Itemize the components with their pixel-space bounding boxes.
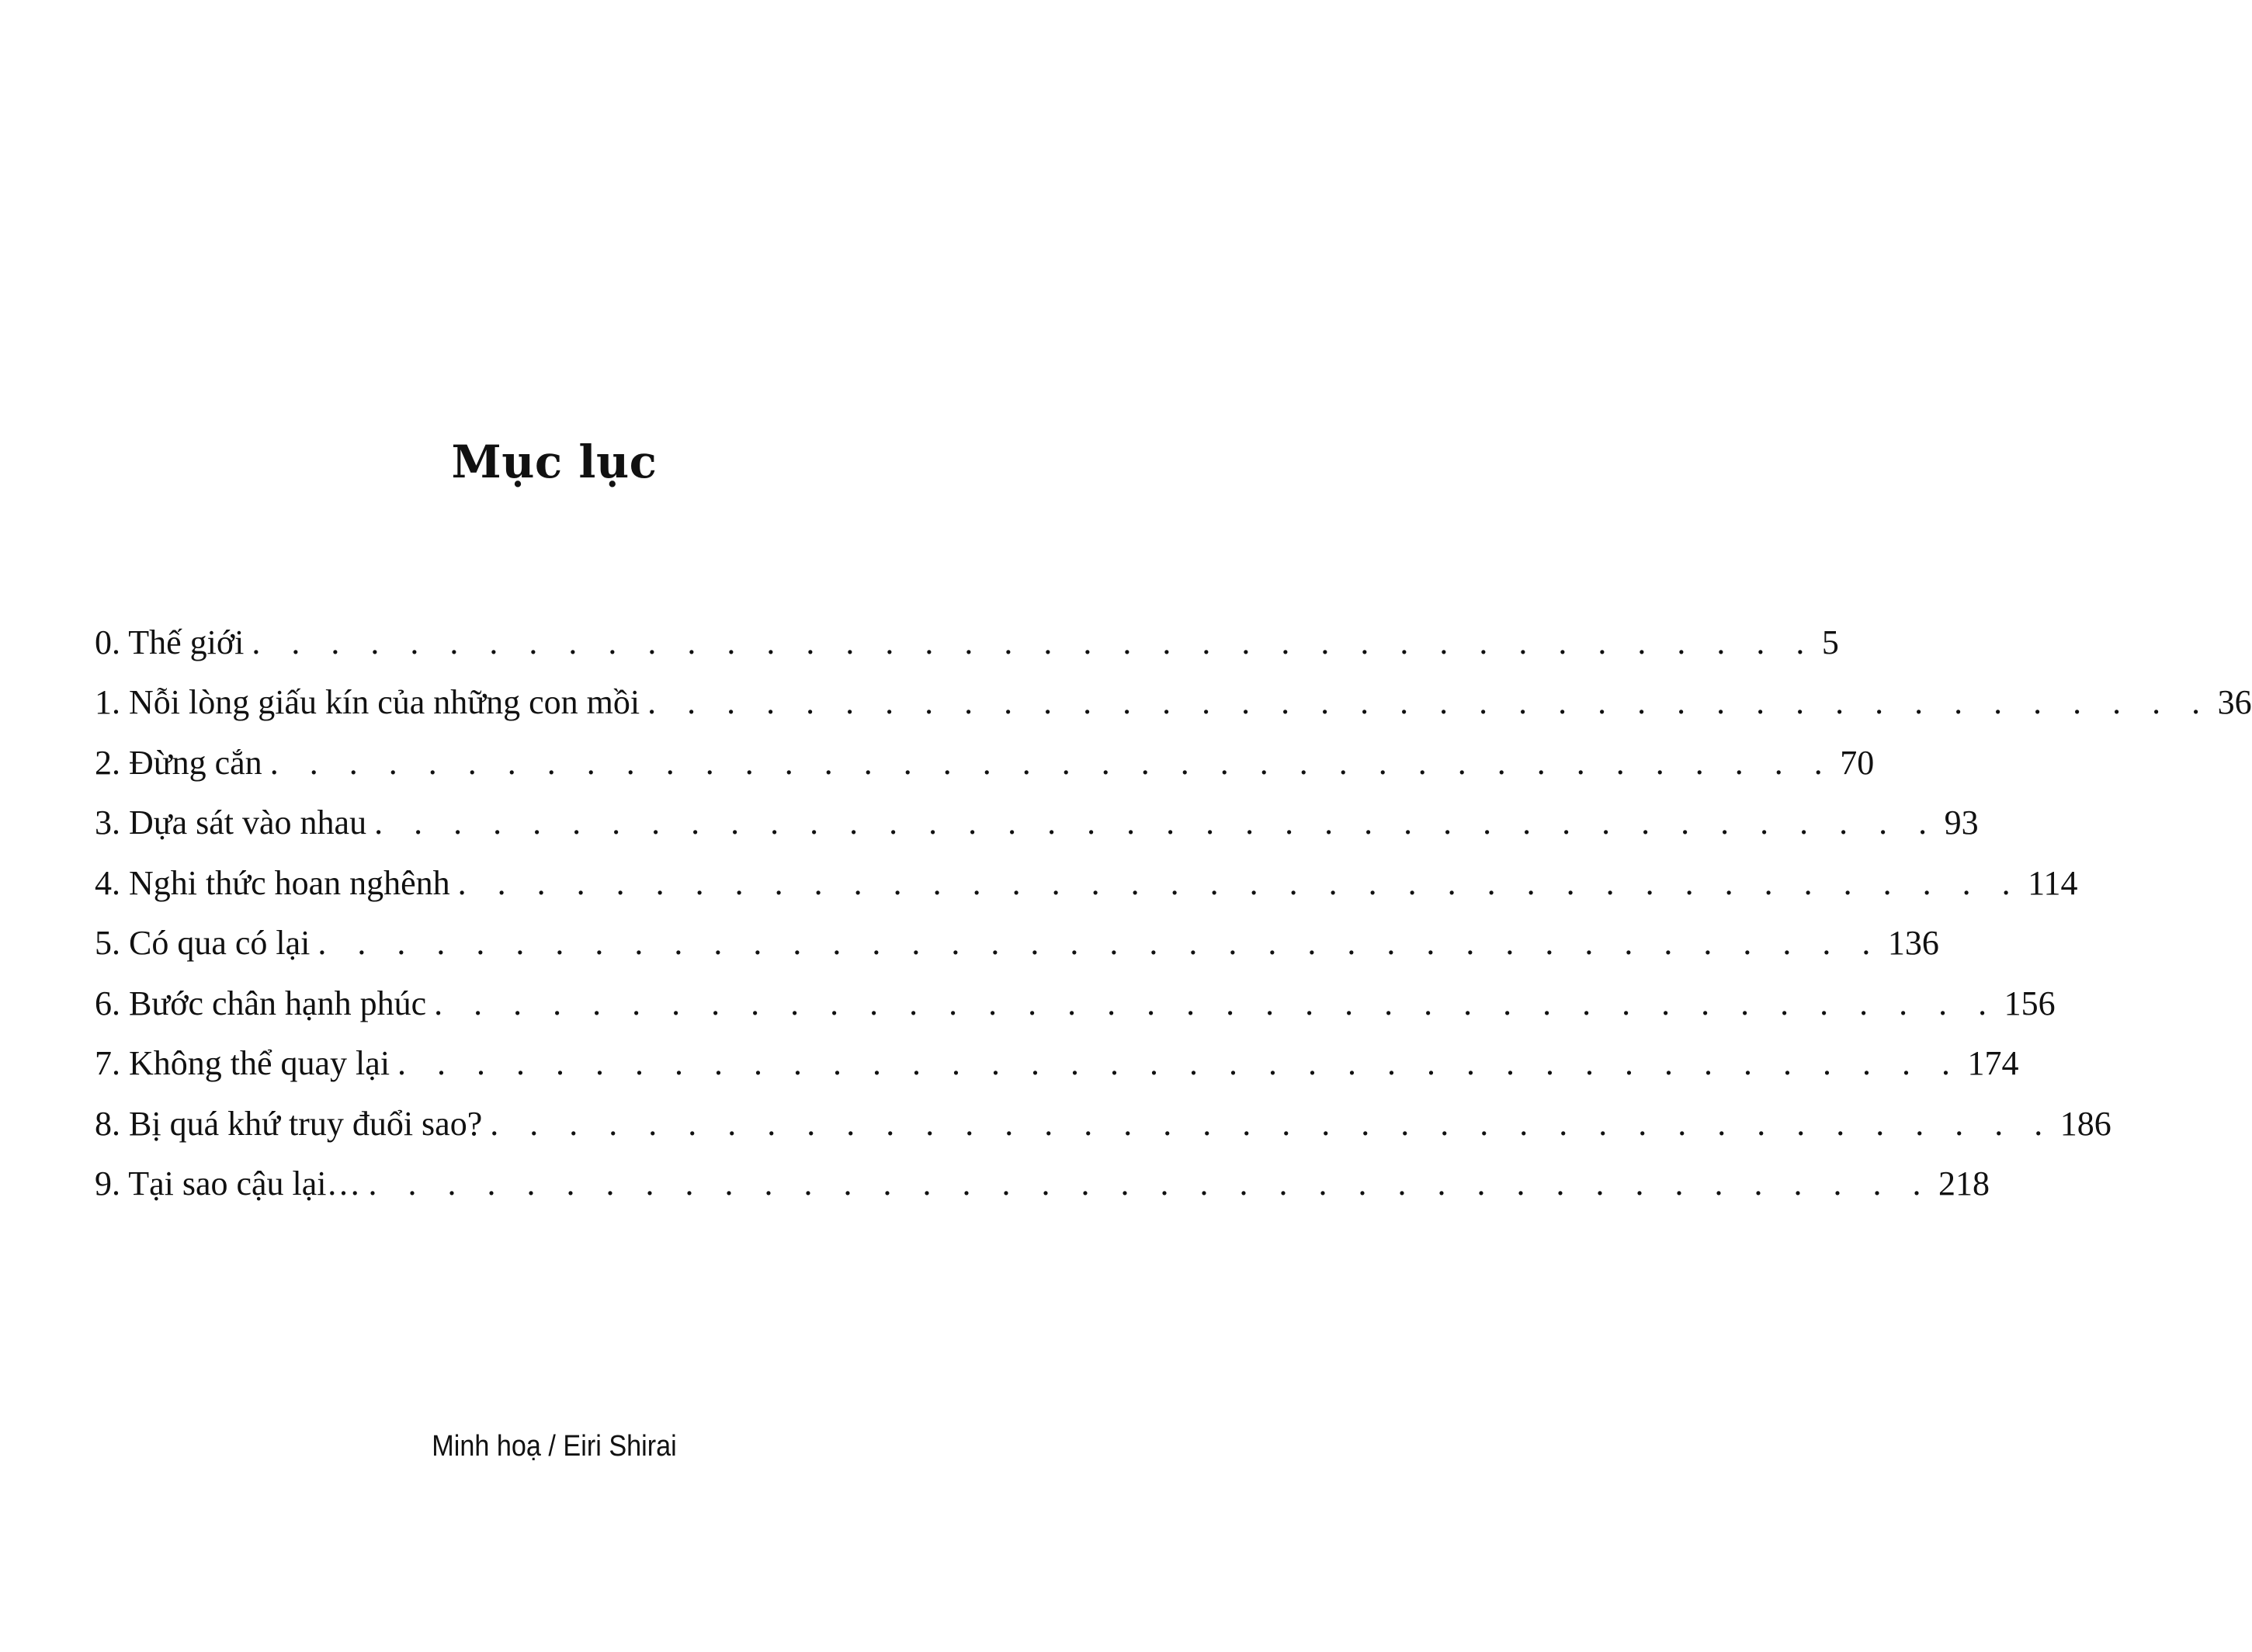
toc-dot-leader: . . . . . . . . . . . . . . . . . . . . . . . . . . . . . . . . . . . . . . . . — [374, 803, 1938, 842]
toc-entry-title: 7. Không thể quay lại — [95, 1044, 390, 1082]
toc-entry — [95, 907, 1939, 967]
toc-dot-leader: . . . . . . . . . . . . . . . . . . . . . . . . . . . . . . . . . . . . . . . . — [252, 623, 1816, 661]
toc-entry-page-number: 5 — [1821, 623, 1839, 661]
toc-dot-leader: . . . . . . . . . . . . . . . . . . . . . . . . . . . . . . . . . . . . . . . . — [647, 683, 2212, 721]
toc-entry-title: 2. Đừng cắn — [95, 743, 262, 782]
toc-entry — [95, 1087, 2111, 1147]
toc-entry-page-number: 70 — [1840, 743, 1875, 782]
toc-dot-leader: . . . . . . . . . . . . . . . . . . . . . . . . . . . . . . . . . . . . . . . . — [269, 743, 1834, 782]
page-title: Mục lục — [451, 436, 658, 488]
toc-entry-page-number: 218 — [1938, 1164, 1990, 1203]
toc-entry — [95, 846, 2078, 907]
toc-entry-page-number: 156 — [2004, 984, 2056, 1022]
toc-entry-page-number: 136 — [1887, 924, 1939, 962]
toc-dot-leader: . . . . . . . . . . . . . . . . . . . . . . . . . . . . . . . . . . . . . . . . — [457, 863, 2022, 902]
illustrator-credit: Minh hoạ / Eiri Shirai — [432, 1430, 677, 1463]
toc-entry-page-number: 114 — [2028, 863, 2078, 902]
toc-entry-title: 0. Thế giới — [95, 623, 245, 661]
toc-entry-page-number: 186 — [2059, 1104, 2111, 1143]
toc-entry-title: 1. Nỗi lòng giấu kín của những con mồi — [95, 683, 640, 721]
toc-entry — [95, 1147, 1990, 1208]
table-of-contents — [95, 606, 2252, 1207]
toc-entry-title: 3. Dựa sát vào nhau — [95, 803, 367, 842]
toc-entry — [95, 606, 1839, 666]
toc-entry — [95, 1027, 2019, 1088]
toc-entry-title: 4. Nghi thức hoan nghênh — [95, 863, 450, 902]
toc-entry — [95, 967, 2056, 1027]
toc-entry-title: 8. Bị quá khứ truy đuổi sao? — [95, 1104, 483, 1143]
toc-dot-leader: . . . . . . . . . . . . . . . . . . . . . . . . . . . . . . . . . . . . . . . . — [434, 984, 1998, 1022]
toc-entry-title: 9. Tại sao cậu lại… — [95, 1164, 361, 1203]
toc-dot-leader: . . . . . . . . . . . . . . . . . . . . . . . . . . . . . . . . . . . . . . . . — [490, 1104, 2054, 1143]
toc-entry-title: 6. Bước chân hạnh phúc — [95, 984, 427, 1022]
toc-entry — [95, 726, 1875, 786]
toc-entry-page-number: 174 — [1967, 1044, 2019, 1082]
toc-entry — [95, 786, 1979, 847]
toc-entry-title: 5. Có qua có lại — [95, 924, 311, 962]
toc-entry-page-number: 36 — [2217, 683, 2252, 721]
toc-dot-leader: . . . . . . . . . . . . . . . . . . . . . . . . . . . . . . . . . . . . . . . . — [318, 924, 1882, 962]
toc-entry-page-number: 93 — [1944, 803, 1979, 842]
toc-entry — [95, 666, 2252, 727]
toc-dot-leader: . . . . . . . . . . . . . . . . . . . . . . . . . . . . . . . . . . . . . . . . — [397, 1044, 1962, 1082]
toc-dot-leader: . . . . . . . . . . . . . . . . . . . . . . . . . . . . . . . . . . . . . . . . — [368, 1164, 1933, 1203]
